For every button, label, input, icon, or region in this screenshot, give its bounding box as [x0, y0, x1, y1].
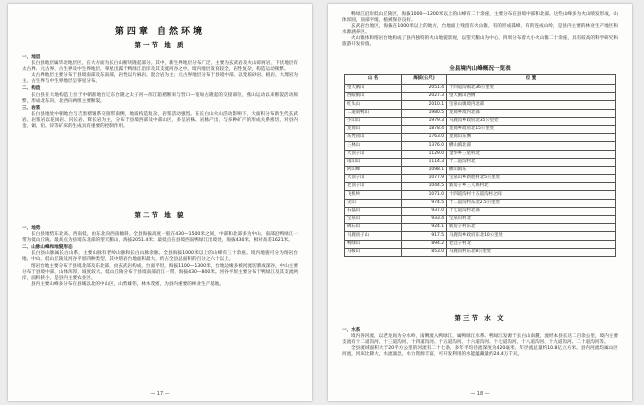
- table-row: [345, 134, 616, 142]
- table-row: [345, 183, 616, 191]
- table-row: [345, 166, 616, 174]
- peak-name-cell: 马鹿顶子山: [345, 232, 402, 240]
- peak-name-cell: 马鞍山: [345, 248, 402, 256]
- location-cell: 老洼子村北: [447, 240, 616, 248]
- left-page: [8, 4, 312, 401]
- location-cell: 宝泉山乡新胜村北5公里处: [447, 175, 616, 183]
- table-row: [345, 216, 616, 224]
- table-row: [345, 93, 616, 101]
- column-header: 海拔(公尺): [402, 75, 447, 85]
- table-row: [345, 125, 616, 133]
- location-cell: 龙岗山东侧: [447, 134, 616, 142]
- elevation-cell: 937.0: [402, 207, 447, 215]
- elevation-cell: 1129.0: [402, 150, 447, 158]
- elevation-cell: 1071.0: [402, 191, 447, 199]
- table-row: [345, 109, 616, 117]
- paragraph: 长白县地层属华北地层区，在大方面为长白山断块隆起部分。其中，新生界地层分布广泛，主要为玄武岩及火山碎屑岩，下伏地层有太古界、元古界、古生界及中生界地层，零星出露于鸭绿江沿岸及其支流河谷之中。境内地层发育较全，岩性复杂，构造运动频繁。: [22, 61, 298, 73]
- peak-name-cell: 大顶子山: [345, 150, 402, 158]
- paragraph: 全县流域面积大于20平方公里的河流有二十七条，多年平均径流深度为420毫米，年径流总量约10.8亿立方米。县内河流均属山区河流，河床比降大，水流湍急，水力资源丰富，可开发利用的水能蕴藏量约24.4万千瓦。: [342, 346, 618, 358]
- elevation-cell: 1979.3: [402, 117, 447, 125]
- peak-name-cell: 东秃顶山: [345, 134, 402, 142]
- paragraph: 太古界地层主要分布于县境南部及东南部，岩性以片麻岩、混合岩为主；元古界地层分布于县境中部，以变质砂岩、板岩、大理岩为主。古生界与中生界地层呈零星分布。: [22, 73, 298, 85]
- landform-body: [22, 225, 298, 288]
- location-cell: 马鹿沟村东北8公里处: [447, 248, 616, 256]
- page-number: — 17 —: [150, 391, 170, 397]
- subheading-magma: 三、岩浆: [22, 105, 41, 111]
- table-row: [345, 101, 616, 109]
- location-cell: 马鹿沟乡政府东北10公里处: [447, 232, 616, 240]
- table-row: [345, 158, 616, 166]
- location-cell: 十二道沟村东北2.5公里处: [447, 199, 616, 207]
- paragraph: 县内主要山峰多分布在县城以北的中山区，山势雄伟，林木茂密，为县内重要的林业生产基地。: [31, 281, 224, 287]
- elevation-cell: 2027.3: [402, 93, 447, 101]
- peak-name-cell: 阿山峰: [345, 166, 402, 174]
- table-row: [345, 232, 616, 240]
- peak-name-cell: 老顶子山: [345, 183, 402, 191]
- location-cell: 十二道沟村北: [447, 158, 616, 166]
- paragraph: 长白县地处中朝地台与吉黑褶皱系交接带南侧，地质构造复杂，岩浆活动强烈。在长白山火山活动影响下，大面积分布新生代玄武岩。岩浆岩以花岗岩、闪长岩、辉长岩为主，分布于县境西部及中部山区，多呈岩株、岩脉产出，与多种矿产的形成关系密切，对县内金、铜、铅、锌等矿床的生成具有重要的控制作用。: [22, 111, 298, 130]
- elevation-cell: 917.5: [402, 232, 447, 240]
- elevation-cell: 974.5: [402, 199, 447, 207]
- section-geology-title: 第一节 地 质: [134, 41, 186, 49]
- elevation-cell: 894.2: [402, 240, 447, 248]
- table-header-row: [345, 75, 616, 85]
- geology-body: [22, 54, 298, 130]
- table-caption: 全县境内山峰概况一览表: [449, 66, 511, 72]
- location-cell: 望天鹅山西侧: [447, 93, 616, 101]
- peak-name-cell: 三林山: [345, 142, 402, 150]
- peak-name-cell: 大顶子山: [345, 175, 402, 183]
- section-landform-title: 第二节 地 貌: [134, 211, 186, 219]
- paragraph: 长白县山脉属长白山系，主要山脉有老岭山脉和长白山脉余脉。全县海拔1000米以上的山峰有三十余座。境内地貌可分为熔岩台地、中山、低山丘陵及河谷平原四种类型，其中熔岩台地面积最大，约占全县总面积的百分之六十以上。: [22, 251, 298, 263]
- column-header: 山 名: [345, 75, 402, 85]
- peak-name-cell: 二道雨鸭山: [345, 109, 402, 117]
- location-cell: 宝泉山镇境内北部: [447, 101, 616, 109]
- elevation-cell: 1114.3: [402, 158, 447, 166]
- elevation-cell: 1980.5: [402, 109, 447, 117]
- intro-body: [342, 12, 618, 49]
- paragraph: 鸭绿江沿岸低山丘陵区，海拔1000—1200米以上的山峰有二十余座，主要分布在县境中部和北部。这些山峰多为火山喷发形成，山体浑圆，顶部平缓，植被保存良好。: [342, 12, 618, 24]
- location-cell: 新房子乡三人班村北: [447, 183, 616, 191]
- elevation-cell: 1077.9: [402, 175, 447, 183]
- section-hydrology-title: 第三节 水 文: [454, 314, 506, 322]
- paragraph: 长白县地势东北高、西南低，由东北向西南倾斜。全县海拔高度一般在430—1500米之间，中部和北部多为中山，南部沿鸭绿江一带为低山丘陵。最高点为县境东北部的望天鹅山，海拔2051.4米；最低点在县境西南鸭绿江出境处，海拔430米，相对高差1621米。: [22, 232, 298, 244]
- table-row: [345, 207, 616, 215]
- elevation-cell: 1098.1: [402, 166, 447, 174]
- location-cell: 十四道沟村十五道沟村之间: [447, 191, 616, 199]
- subheading-water-system: 一、水系: [342, 328, 361, 333]
- right-page: [328, 4, 632, 401]
- location-cell: 十四道沟镇北36公里处: [447, 85, 616, 93]
- location-cell: 横山镇北部: [447, 142, 616, 150]
- table-row: [345, 240, 616, 248]
- paragraph: 玄武岩台地区，海拔在1000米以上的地方，台地面上残留有火山锥，有的形成孤峰，有的连成山岭，是县内主要的林业生产地区和水源涵养区。: [342, 24, 618, 36]
- elevation-cell: 1376.0: [402, 142, 447, 150]
- location-cell: 龙岗乡政府北15公里处: [447, 125, 616, 133]
- peak-name-cell: 望天鹅山: [345, 85, 402, 93]
- elevation-cell: 1763.0: [402, 134, 447, 142]
- chapter-title: 第四章 自然环境: [114, 27, 206, 37]
- table-row: [345, 150, 616, 158]
- column-header: 位 置: [447, 75, 616, 85]
- elevation-cell: 2010.1: [402, 101, 447, 109]
- location-cell: 十七道沟村北部: [447, 207, 616, 215]
- table-row: [345, 224, 616, 232]
- paragraph: 境内各河流，以老龙岗为分水岭，南侧流入鸭绿江，属鸭绿江水系。鸭绿江发源于长白山南麓，流经本县长达二百余公里，境内主要支流有十二道沟河、十三道沟河、十四道沟河、十五道沟河、十六道沟河、十七道沟河、十八道沟河、十九道沟河、二十道沟河等。: [342, 334, 618, 346]
- elevation-cell: 924.1: [402, 224, 447, 232]
- subheading-structure: 二、构造: [22, 86, 41, 92]
- peak-name-cell: 鸭绿山: [345, 240, 402, 248]
- elevation-cell: 933.4: [402, 216, 447, 224]
- location-cell: 金华乡三星村北: [447, 150, 616, 158]
- peak-name-cell: 飞机岭: [345, 191, 402, 199]
- peak-name-cell: 尖山: [345, 199, 402, 207]
- location-cell: 横山镇东: [447, 166, 616, 174]
- table-row: [345, 248, 616, 256]
- table-row: [345, 117, 616, 125]
- subheading-mountains: 二、山脉山峰和地貌形态: [22, 245, 73, 251]
- hydrology-body: [342, 327, 618, 358]
- elevation-cell: 1044.5: [402, 183, 447, 191]
- table-row: [345, 191, 616, 199]
- page-number: — 18 —: [470, 391, 490, 397]
- peak-name-cell: 西眼鹤山: [345, 93, 402, 101]
- subheading-strata: 一、地层: [22, 55, 41, 60]
- paragraph: 长白县在大地构造上位于中朝准地台辽东台隆之太子河—浑江陷褶断束与营口—宽甸古隆起的交接部位，燕山运动以来断裂活动频繁，形成北东向、北西向两组主要断裂。: [22, 92, 298, 104]
- peak-name-cell: 红头山: [345, 101, 402, 109]
- location-cell: 龙岗乡境内北部: [447, 109, 616, 117]
- location-cell: 新房子村东北: [447, 224, 616, 232]
- table-row: [345, 199, 616, 207]
- peaks-table: [344, 74, 616, 257]
- location-cell: 马鹿沟乡政府北35公里处: [447, 117, 616, 125]
- table-row: [345, 175, 616, 183]
- elevation-cell: 853.0: [402, 248, 447, 256]
- peak-name-cell: 碑石山: [345, 224, 402, 232]
- location-cell: 宝泉山村北: [447, 216, 616, 224]
- elevation-cell: 2051.4: [402, 85, 447, 93]
- elevation-cell: 1878.4: [402, 125, 447, 133]
- peak-name-cell: 石磊山: [345, 207, 402, 215]
- table-row: [345, 85, 616, 93]
- paragraph: 熔岩台地主要分布于县境北部及东北部，由玄武岩构成，台面平坦，海拔1100—1300米，台地边缘多被河流切割成深谷。中山主要分布于县境中部，山体浑厚，坡度较大。低山丘陵分布于县境南部沿江一带，海拔430—800米。河谷平原主要分布于鸭绿江及其支流两岸，面积狭小，是县内主要农业区。: [22, 263, 298, 281]
- peak-name-cell: 小山山: [345, 117, 402, 125]
- peak-name-cell: 宝泉山: [345, 216, 402, 224]
- paragraph: 火山锥体和熔岩台地构成了县内独特的火山地貌景观，以望天鹅山为中心，四周分布着大小火山锥二十余座，具有较高的科学研究和旅游开发价值。: [342, 36, 618, 48]
- table-row: [345, 142, 616, 150]
- subheading-terrain: 一、地势: [22, 226, 41, 231]
- peak-name-cell: 龙岗山: [345, 125, 402, 133]
- peak-name-cell: 南山山: [345, 158, 402, 166]
